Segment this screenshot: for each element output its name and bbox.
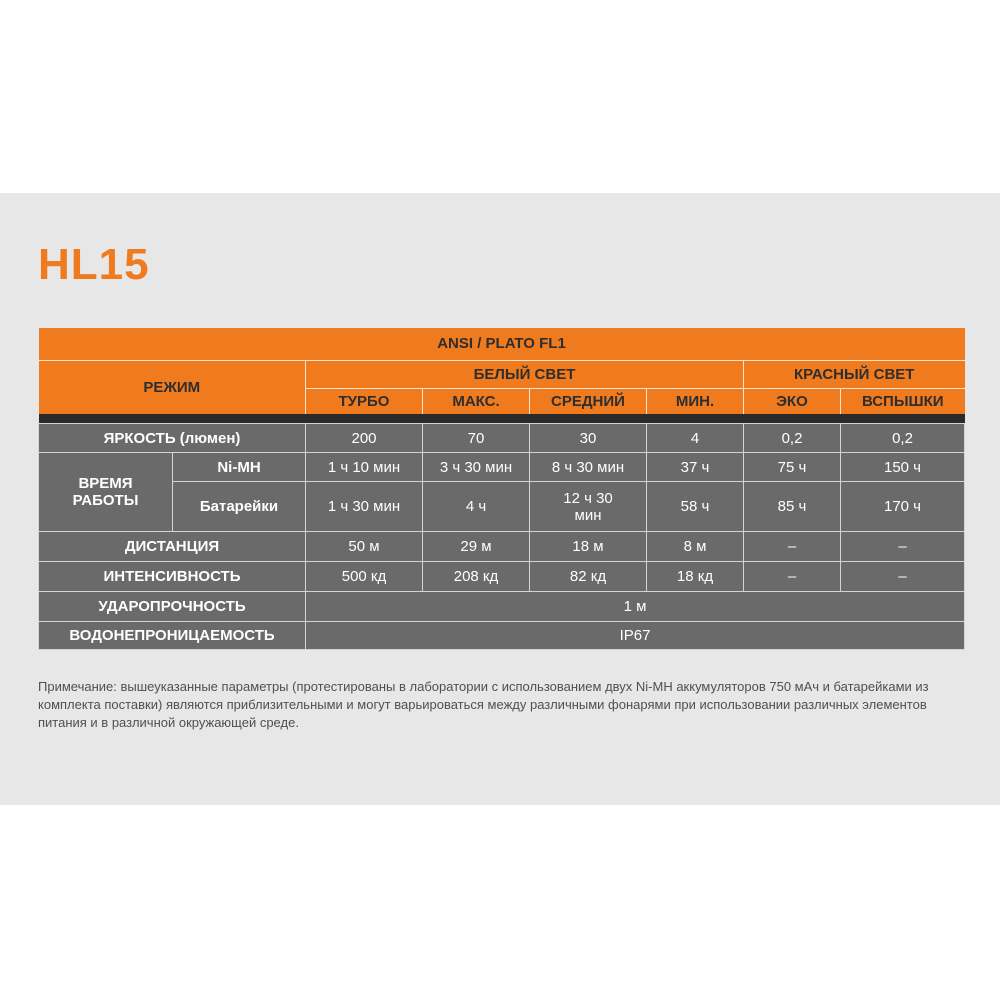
brightness-label: ЯРКОСТЬ (люмен) [39, 424, 306, 453]
mode-header: МАКС. [423, 388, 530, 414]
table-cell: 85 ч [744, 482, 841, 532]
impact-value: 1 м [306, 592, 965, 622]
batteries-label: Батарейки [173, 482, 306, 532]
table-cell: 75 ч [744, 453, 841, 482]
nimh-label: Ni-MH [173, 453, 306, 482]
table-cell: – [841, 532, 965, 562]
table-cell: 170 ч [841, 482, 965, 532]
table-cell: 18 кд [647, 562, 744, 592]
mode-header: ЭКО [744, 388, 841, 414]
table-cell: 150 ч [841, 453, 965, 482]
red-light-label: КРАСНЫЙ СВЕТ [744, 360, 965, 388]
mode-header: СРЕДНИЙ [530, 388, 647, 414]
table-cell: 200 [306, 424, 423, 453]
mode-header: ВСПЫШКИ [841, 388, 965, 414]
table-cell: – [841, 562, 965, 592]
table-cell: 82 кд [530, 562, 647, 592]
waterproof-label: ВОДОНЕПРОНИЦАЕМОСТЬ [39, 622, 306, 650]
table-cell: 50 м [306, 532, 423, 562]
intensity-label: ИНТЕНСИВНОСТЬ [39, 562, 306, 592]
table-cell: 3 ч 30 мин [423, 453, 530, 482]
distance-label: ДИСТАНЦИЯ [39, 532, 306, 562]
table-row-intensity [39, 562, 965, 592]
impact-label: УДАРОПРОЧНОСТЬ [39, 592, 306, 622]
table-cell: 29 м [423, 532, 530, 562]
mode-header: МИН. [647, 388, 744, 414]
product-title: HL15 [38, 240, 150, 289]
table-cell: 4 ч [423, 482, 530, 532]
table-row-runtime-nimh [39, 453, 965, 482]
runtime-label-line2: РАБОТЫ [72, 492, 139, 509]
waterproof-value: IP67 [306, 622, 965, 650]
table-cell: 37 ч [647, 453, 744, 482]
table-row-distance [39, 532, 965, 562]
table-cell: – [744, 562, 841, 592]
runtime-label-line1: ВРЕМЯ [78, 475, 133, 492]
white-light-label: БЕЛЫЙ СВЕТ [306, 360, 744, 388]
table-cell: 8 ч 30 мин [530, 453, 647, 482]
standard-label: ANSI / PLATO FL1 [39, 328, 965, 360]
table-row-impact [39, 592, 965, 622]
table-cell: – [744, 532, 841, 562]
mode-header: ТУРБО [306, 388, 423, 414]
table-cell: 0,2 [744, 424, 841, 453]
table-cell: 1 ч 30 мин [306, 482, 423, 532]
table-row-waterproof [39, 622, 965, 650]
runtime-label [39, 453, 173, 532]
footnote: Примечание: вышеуказанные параметры (протестированы в лаборатории с использованием двух Ni-MH аккумуляторов 750 мАч и батарейками из комплекта поставки) являются приблизительными и могут варьироваться между различными фонарями при использовании различных элементов питания и в различной окружающей среде. [38, 679, 929, 730]
table-cell: 70 [423, 424, 530, 453]
table-cell: 500 кд [306, 562, 423, 592]
mode-label: РЕЖИМ [39, 360, 306, 414]
spec-table [38, 328, 965, 650]
table-cell: 208 кд [423, 562, 530, 592]
table-cell: 30 [530, 424, 647, 453]
header-standard-row [39, 328, 965, 360]
header-group-row [39, 360, 965, 388]
table-cell: 18 м [530, 532, 647, 562]
header-separator [39, 414, 965, 424]
table-cell: 4 [647, 424, 744, 453]
table-cell: 12 ч 30 мин [530, 482, 647, 532]
table-cell: 58 ч [647, 482, 744, 532]
table-row-brightness [39, 424, 965, 453]
table-row-runtime-batteries [39, 482, 965, 532]
table-cell: 0,2 [841, 424, 965, 453]
table-cell: 8 м [647, 532, 744, 562]
table-cell: 1 ч 10 мин [306, 453, 423, 482]
